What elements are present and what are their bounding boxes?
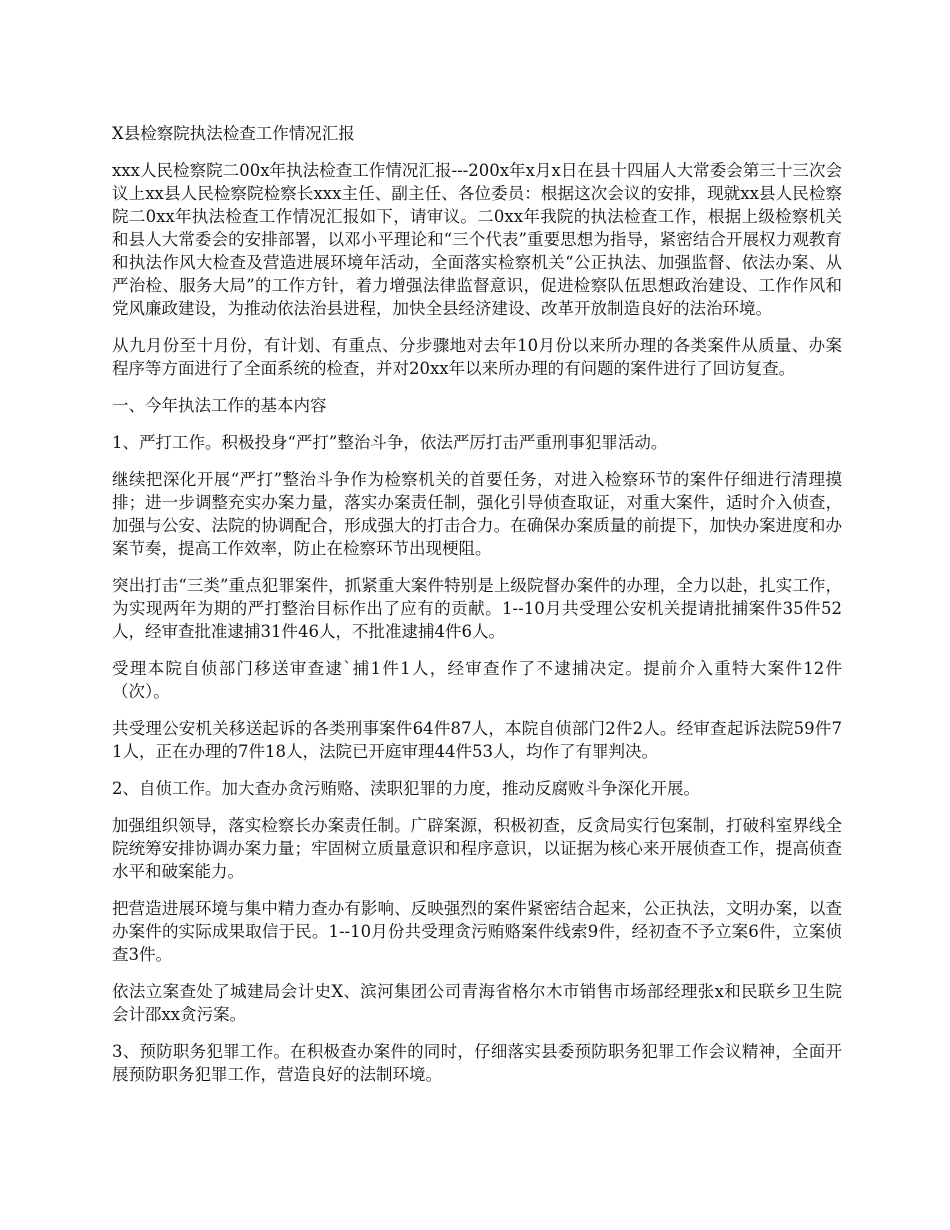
paragraph-organization: 加强组织领导，落实检察长办案责任制。广辟案源，积极初查，反贪局实行包案制，打破科室界线全院统筹安排协调办案力量；牢固树立质量意识和程序意识，以证据为核心来开展侦查工作，提高侦查水平和破案能力。: [112, 816, 842, 881]
document-page: [112, 122, 842, 1100]
paragraph-key-crimes: 突出打击“三类”重点犯罪案件，抓紧重大案件特别是上级院督办案件的办理，全力以赴，扎实工作，为实现两年为期的严打整治目标作出了应有的贡献。1--10月共受理公安机关提请批捕案件35件52人，经审查批准逮捕31件46人，不批准逮捕4件6人。: [112, 576, 842, 641]
subheading-prevention: 3、预防职务犯罪工作。在积极查办案件的同时，仔细落实县委预防职务犯罪工作会议精神，全面开展预防职务犯罪工作，营造良好的法制环境。: [112, 1042, 842, 1084]
paragraph-cases-investigated: 依法立案查处了城建局会计史X、滨河集团公司青海省格尔木市销售市场部经理张x和民联乡卫生院会计邵xx贪污案。: [112, 982, 842, 1024]
paragraph-self-investigation-arrest: 受理本院自侦部门移送审查逮`捕1件1人，经审查作了不逮捕决定。提前介入重特大案件12件（次）。: [112, 659, 842, 701]
paragraph-prosecution-stats: 共受理公安机关移送起诉的各类刑事案件64件87人，本院自侦部门2件2人。经审查起诉法院59件71人，正在办理的7件18人，法院已开庭审理44件53人，均作了有罪判决。: [112, 719, 842, 761]
document-title: X县检察院执法检查工作情况汇报: [112, 124, 355, 143]
section-heading-basic-content: 一、今年执法工作的基本内容: [112, 396, 327, 415]
subheading-self-investigation: 2、自侦工作。加大查办贪污贿赂、渎职犯罪的力度，推动反腐败斗争深化开展。: [112, 779, 700, 798]
paragraph-environment: 把营造进展环境与集中精力查办有影响、反映强烈的案件紧密结合起来，公正执法，文明办案，以查办案件的实际成果取信于民。1--10月份共受理贪污贿赂案件线索9件，经初查不予立案6件，立案侦查3件。: [112, 899, 842, 964]
paragraph-strike-hard-detail: 继续把深化开展“严打”整治斗争作为检察机关的首要任务，对进入检察环节的案件仔细进行清理摸排；进一步调整充实办案力量，落实办案责任制，强化引导侦查取证，对重大案件，适时介入侦查，加强与公安、法院的协调配合，形成强大的打击合力。在确保办案质量的前提下，加快办案进度和办案节奏，提高工作效率，防止在检察环节出现梗阻。: [112, 470, 842, 558]
paragraph-intro: xxx人民检察院二00x年执法检查工作情况汇报---200x年x月x日在县十四届人大常委会第三十三次会议上xx县人民检察院检察长xxx主任、副主任、各位委员：根据这次会议的安排，现就xx县人民检察院二0xx年执法检查工作情况汇报如下，请审议。二0xx年我院的执法检查工作，根据上级检察机关和县人大常委会的安排部署，以邓小平理论和“三个代表”重要思想为指导，紧密结合开展权力观教育和执法作风大检查及营造进展环境年活动，全面落实检察机关“公正执法、加强监督、依法办案、从严治检、服务大局”的工作方针，着力增强法律监督意识，促进检察队伍思想政治建设、工作作风和党风廉政建设，为推动依法治县进程，加快全县经济建设、改革开放制造良好的法治环境。: [112, 161, 842, 318]
subheading-strike-hard: 1、严打工作。积极投身“严打”整治斗争，依法严厉打击严重刑事犯罪活动。: [112, 433, 668, 452]
paragraph-inspection-scope: 从九月份至十月份，有计划、有重点、分步骤地对去年10月份以来所办理的各类案件从质量、办案程序等方面进行了全面系统的检查，并对20xx年以来所办理的有问题的案件进行了回访复查。: [112, 336, 842, 378]
